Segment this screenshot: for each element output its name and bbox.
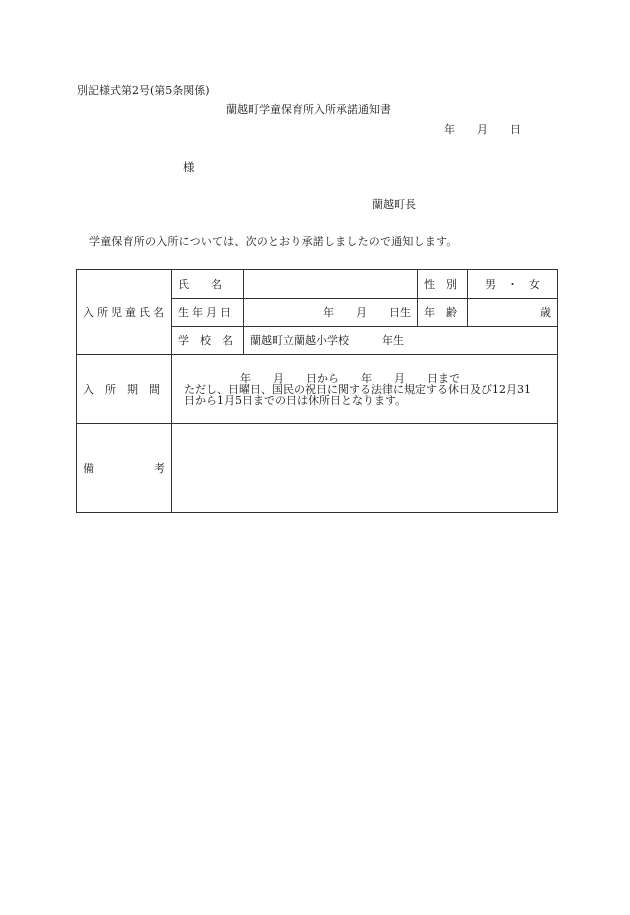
addressee-honorific: 様	[183, 160, 195, 174]
document-title: 蘭越町学童保育所入所承諾通知書	[226, 103, 391, 116]
period-note-line2: 日から1月5日までの日は休所日となります。	[184, 393, 407, 407]
name-label: 氏 名	[172, 270, 244, 299]
remarks-label	[77, 424, 172, 513]
school-label: 学 校 名	[172, 327, 244, 355]
name-row	[77, 270, 558, 299]
age-label: 年 齢	[418, 299, 468, 327]
child-section-label: 入所児童氏名	[77, 270, 172, 355]
remarks-label-left: 備	[83, 461, 94, 475]
name-value	[244, 270, 418, 299]
period-row	[77, 355, 558, 424]
period-value	[172, 355, 558, 424]
remarks-row	[77, 424, 558, 513]
admission-form-table	[76, 269, 558, 513]
age-value: 歳	[468, 299, 558, 327]
period-range: 年 月 日から 年 月 日まで	[240, 371, 460, 385]
birthdate-value: 年 月 日生	[244, 299, 418, 327]
period-label: 入 所 期 間	[77, 355, 172, 424]
period-note-line1: ただし、日曜日、国民の祝日に関する法律に規定する休日及び12月31	[184, 382, 531, 396]
date-line: 年 月 日	[444, 123, 521, 136]
birthdate-label: 生年月日	[172, 299, 244, 327]
notice-text: 学童保育所の入所については、次のとおり承諾しましたので通知します。	[89, 235, 458, 248]
school-value: 蘭越町立蘭越小学校 年生	[244, 327, 558, 355]
remarks-value	[172, 424, 558, 513]
gender-value: 男 ・ 女	[468, 270, 558, 299]
issuer-title: 蘭越町長	[372, 198, 416, 211]
form-reference: 別記様式第2号(第5条関係)	[77, 84, 210, 97]
gender-label: 性 別	[418, 270, 468, 299]
remarks-label-right: 考	[154, 461, 165, 475]
